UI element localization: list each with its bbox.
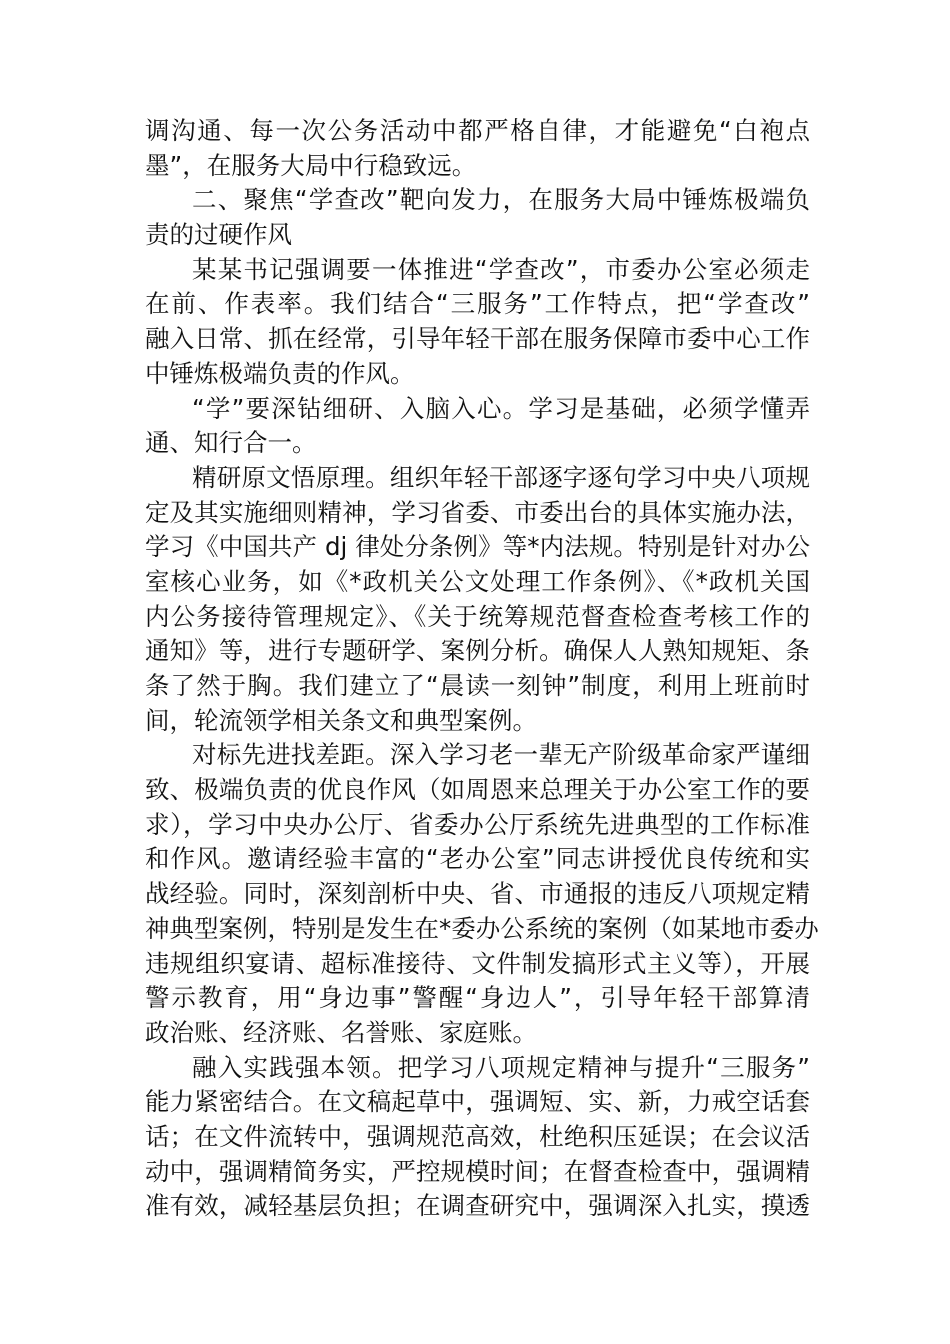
text-line: 间，轮流领学相关条文和典型案例。 bbox=[145, 705, 537, 735]
text-line: 神典型案例，特别是发生在*委办公系统的案例（如某地市委办 bbox=[145, 913, 819, 943]
text-line: 通知》等，进行专题研学、案例分析。确保人人熟知规矩、条 bbox=[145, 636, 810, 666]
text-line: 学习《中国共产 dj 律处分条例》等*内法规。特别是针对办公 bbox=[145, 532, 810, 562]
text-line: 和作风。邀请经验丰富的“老办公室”同志讲授优良传统和实 bbox=[145, 844, 810, 874]
text-line: 墨”，在服务大局中行稳致远。 bbox=[145, 150, 477, 180]
text-line: 警示教育，用“身边事”警醒“身边人”，引导年轻干部算清 bbox=[145, 983, 810, 1013]
text-line: 动中，强调精简务实，严控规模时间；在督查检查中，强调精 bbox=[145, 1156, 810, 1186]
text-line: 中锤炼极端负责的作风。 bbox=[145, 358, 415, 388]
text-line: 调沟通、每一次公务活动中都严格自律，才能避免“白袍点 bbox=[145, 116, 810, 145]
document-body bbox=[145, 114, 819, 1224]
text-line: 融入日常、抓在经常，引导年轻干部在服务保障市委中心工作 bbox=[145, 324, 810, 354]
paragraph-first-line: 精研原文悟原理。组织年轻干部逐字逐句学习中央八项规 bbox=[192, 462, 810, 492]
text-line: 能力紧密结合。在文稿起草中，强调短、实、新，力戒空话套 bbox=[145, 1087, 810, 1117]
text-line: 责的过硬作风 bbox=[145, 220, 292, 250]
text-line: 战经验。同时，深刻剖析中央、省、市通报的违反八项规定精 bbox=[145, 879, 810, 909]
text-line: 违规组织宴请、超标准接待、文件制发搞形式主义等），开展 bbox=[145, 948, 810, 978]
paragraph-first-line: 对标先进找差距。深入学习老一辈无产阶级革命家严谨细 bbox=[192, 740, 810, 770]
text-line: 准有效，减轻基层负担；在调查研究中，强调深入扎实，摸透 bbox=[145, 1191, 810, 1221]
paragraph-first-line: 某某书记强调要一体推进“学查改”，市委办公室必须走 bbox=[192, 254, 810, 284]
text-line: 内公务接待管理规定》、《关于统筹规范督查检查考核工作的 bbox=[145, 601, 810, 631]
text-line: 通、知行合一。 bbox=[145, 428, 317, 458]
text-line: 求），学习中央办公厅、省委办公厅系统先进典型的工作标准 bbox=[145, 809, 810, 839]
text-line: 政治账、经济账、名誉账、家庭账。 bbox=[145, 1017, 537, 1047]
paragraph-first-line: “学”要深钻细研、入脑入心。学习是基础，必须学懂弄 bbox=[192, 393, 810, 423]
text-line: 条了然于胸。我们建立了“晨读一刻钟”制度，利用上班前时 bbox=[145, 671, 810, 700]
text-line: 室核心业务，如《*政机关公文处理工作条例》、《*政机关国 bbox=[145, 566, 810, 596]
text-line: 定及其实施细则精神，学习省委、市委出台的具体实施办法， bbox=[145, 497, 810, 527]
text-line: 话；在文件流转中，强调规范高效，杜绝积压延误；在会议活 bbox=[145, 1121, 810, 1151]
text-line: 在前、作表率。我们结合“三服务”工作特点，把“学查改” bbox=[145, 289, 810, 319]
paragraph-first-line: 二、聚焦“学查改”靶向发力，在服务大局中锤炼极端负 bbox=[192, 185, 810, 215]
paragraph-first-line: 融入实践强本领。把学习八项规定精神与提升“三服务” bbox=[192, 1052, 810, 1082]
text-line: 致、极端负责的优良作风（如周恩来总理关于办公室工作的要 bbox=[145, 775, 810, 805]
